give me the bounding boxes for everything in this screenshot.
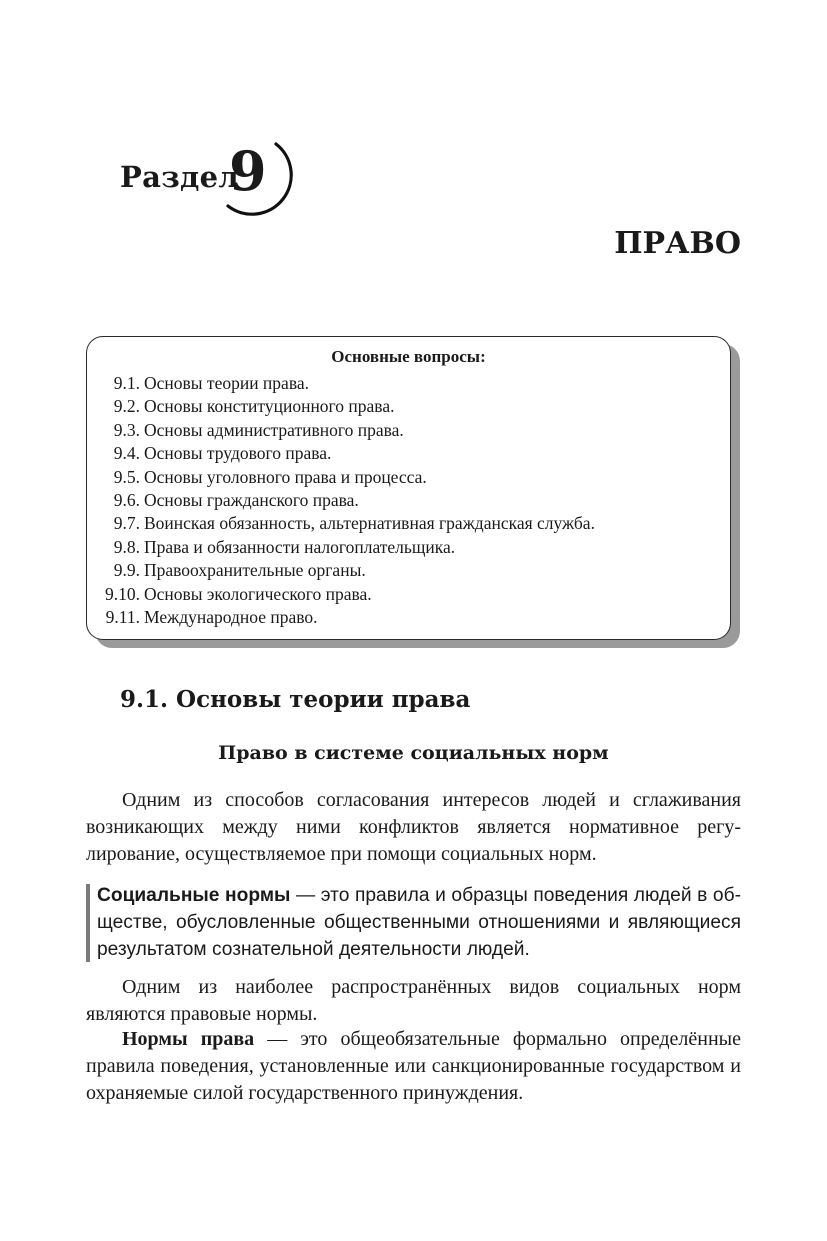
definition-block: [97, 882, 741, 963]
question-text: Правоохранительные органы.: [144, 560, 366, 581]
list-item: [97, 466, 595, 489]
subsubsection-title: Право в системе социальных норм: [218, 742, 609, 764]
list-item: [97, 559, 595, 582]
questions-list: [97, 372, 595, 629]
definition-text: — это правила и образцы поведения людей в обществе, обусловленные общественными отношениями и являющиеся результатом сознательной деятельности людей.: [97, 885, 741, 960]
list-item: [97, 512, 595, 535]
question-text: Основы экологического права.: [144, 583, 372, 604]
paragraph-2-text: Одним из наиболее распространённых видов социальных норм являются правовые нормы.: [86, 976, 741, 1025]
question-number: 9.6.: [113, 490, 140, 511]
question-number: 9.7.: [113, 513, 140, 534]
list-item: [97, 419, 595, 442]
question-number: 9.11.: [105, 607, 140, 628]
definition-term: Социальные нормы: [97, 885, 291, 906]
list-item: [97, 583, 595, 606]
paragraph-1: [86, 787, 741, 868]
question-number: 9.9.: [113, 560, 140, 581]
paragraph-3-text: — это общеобязательные формально определённые правила поведения, установленные или санкционированные государством и охраняемые силой государственного принуждения.: [86, 1028, 741, 1104]
paragraph-3: [86, 1026, 741, 1107]
question-text: Права и обязанности налогоплательщика.: [144, 536, 456, 557]
paragraph-2: [86, 974, 741, 1028]
question-number: 9.10.: [105, 583, 140, 604]
section-label: Раздел: [120, 160, 240, 194]
list-item: [97, 489, 595, 512]
list-item: [97, 372, 595, 395]
questions-title: Основные вопросы:: [331, 347, 486, 366]
question-text: Воинская обязанность, альтернативная гражданская служба.: [144, 513, 595, 534]
list-item: [97, 606, 595, 629]
question-text: Основы конституционного права.: [144, 396, 395, 417]
norms-term: Нормы права: [122, 1028, 255, 1050]
question-number: 9.3.: [113, 419, 140, 440]
question-text: Международное право.: [144, 607, 318, 628]
list-item: [97, 536, 595, 559]
question-number: 9.8.: [113, 536, 140, 557]
list-item: [97, 442, 595, 465]
question-number: 9.1.: [113, 373, 140, 393]
question-text: Основы уголовного права и процесса.: [144, 466, 427, 487]
definition-bar: [86, 884, 90, 962]
chapter-title: ПРАВО: [614, 226, 741, 261]
question-text: Основы административного права.: [144, 419, 404, 440]
questions-box: [86, 336, 731, 640]
question-text: Основы трудового права.: [144, 443, 332, 464]
question-text: Основы гражданского права.: [144, 490, 359, 511]
question-text: Основы теории права.: [144, 373, 309, 393]
question-number: 9.4.: [113, 443, 140, 464]
list-item: [97, 395, 595, 418]
question-number: 9.5.: [113, 466, 140, 487]
question-number: 9.2.: [113, 396, 140, 417]
subsection-title: 9.1. Основы теории права: [120, 686, 471, 713]
paragraph-1-text: Одним из способов согласования интересов людей и сглаживания возникающих между ними конфликтов является нормативное регулирование, осуществляемое при помощи социальных норм.: [86, 789, 741, 865]
section-number: 9: [229, 139, 267, 203]
